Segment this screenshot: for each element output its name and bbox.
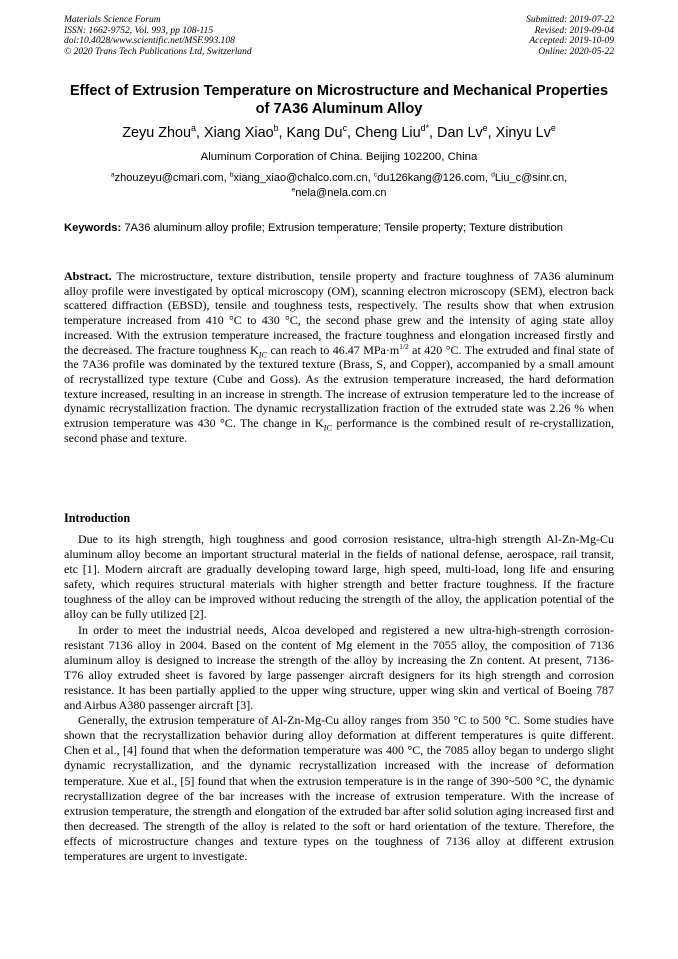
accepted-date: Accepted: 2019-10-09	[529, 36, 614, 47]
paper-title: Effect of Extrusion Temperature on Microstructure and Mechanical Properties of 7A36 Aluminum Alloy	[69, 83, 609, 117]
copyright: © 2020 Trans Tech Publications Ltd, Switzerland	[64, 46, 252, 57]
email[interactable]: $^e$nela@nela.com.cn	[291, 186, 387, 199]
doi: doi:10.4028/www.scientific.net/MSF.993.108	[64, 36, 235, 47]
email[interactable]: $^d$Liu_c@sinr.cn,	[491, 171, 568, 184]
introduction-body	[64, 532, 614, 864]
author-list	[40, 125, 638, 142]
journal-header-right	[526, 15, 614, 57]
journal-header-left	[64, 15, 252, 57]
section-heading-introduction: Introduction	[64, 511, 131, 525]
email[interactable]: $^c$du126kang@126.com,	[373, 171, 492, 184]
revised-date: Revised: 2019-09-04	[534, 25, 614, 36]
email-list	[64, 171, 614, 201]
author: Xinyu Lv$^e$	[495, 123, 556, 141]
author: Xiang Xiao$^b$,	[203, 123, 287, 141]
author: Kang Du$^c$,	[286, 123, 356, 141]
paragraph: Generally, the extrusion temperature of Al-Zn-Mg-Cu alloy ranges from 350 °C to 500 °C. Some studies have shown that the recrystallization behavior during alloy deformation at different temperatures is quite different. Chen et al., [4] found that when the deformation temperature was 400 °C, the 7085 alloy began to undergo slight dynamic recrystallization, and the dynamic recrystallization increased with the increase of deformation temperature. Xue et al., [5] found that when the extrusion temperature is in the range of 390~500 °C, the dynamic recrystallization degree of the bar increases with the increase of extrusion temperature. With the increase of extrusion temperature, the strength and elongation of the extruded bar after solid solution aging increased first and then decreased. The strength of the alloy is related to the soft or hard orientation of the texture. Therefore, the effects of microstructure changes and texture types on the toughness of 7136 alloy at different extrusion temperatures are urgent to investigate.	[64, 713, 614, 863]
journal-name: Materials Science Forum	[64, 15, 161, 25]
paragraph: In order to meet the industrial needs, Alcoa developed and registered a new ultra-high-strength corrosion-resistant 7136 alloy in 2004. Based on the content of Mg element in the 7055 alloy, the composition of 7136 aluminum alloy is designed to increase the strength of the alloy by increasing the Zn content. At present, 7136-T76 alloy extruded sheet is favored by large passenger aircraft designers for its high strength and corrosion resistance. It has been partially applied to the upper wing structure, upper wing skin and vertical of Boeing 787 and Airbus A380 passenger aircraft [3].	[64, 622, 614, 713]
keywords	[64, 221, 614, 235]
keywords-label: Keywords:	[64, 222, 122, 234]
email[interactable]: $^a$zhouzeyu@cmari.com,	[110, 171, 230, 184]
abstract-label: Abstract.	[64, 269, 112, 283]
paragraph: Due to its high strength, high toughness and good corrosion resistance, ultra-high strength Al-Zn-Mg-Cu aluminum alloy become an important structural material in the fields of national defense, aerospace, rail transit, etc [1]. Modern aircraft are gradually developing toward large, high speed, multi-load, long life and ensuring safety, which requires structural materials with higher strength and better fracture toughness. If the fracture toughness of the alloy can be improved without reducing the strength of the alloy, the application potential of the alloy can be fully utilized [2].	[64, 532, 614, 622]
author: Zeyu Zhou$^a$,	[122, 123, 204, 141]
issn: ISSN: 1662-9752, Vol. 993, pp 108-115	[64, 25, 214, 36]
submitted-date: Submitted: 2019-07-22	[526, 15, 614, 25]
author: Cheng Liu$^{d*}$,	[355, 123, 438, 141]
author: Dan Lv$^e$,	[437, 123, 496, 141]
affiliation: Aluminum Corporation of China. Beijing 102200, China	[200, 151, 478, 163]
online-date: Online: 2020-05-22	[538, 46, 614, 57]
keywords-text: 7A36 aluminum alloy profile; Extrusion temperature; Tensile property; Texture distribution	[124, 222, 563, 234]
email[interactable]: $^b$xiang_xiao@chalco.com.cn,	[229, 171, 374, 184]
abstract: Abstract. The microstructure, texture distribution, tensile property and fracture toughness of 7A36 aluminum alloy profile were investigated by optical microscopy (OM), scanning electron microscopy (SEM), electron back scattered diffraction (EBSD), tensile and toughness tests, respectively. The results show that when extrusion temperature increased from 410 °C to 430 °C, the second phase grew and the intensity of aging state alloy increased. With the extrusion temperature increased, the fracture toughness and elongation increased firstly and the decreased. The fracture toughness $K_{IC}$ can reach to 46.47 $MPa\cdot m^{1/2}$ at 420 °C. The extruded and final state of the 7A36 profile was dominated by the textured texture (Brass, S, and Copper), accompanied by a small amount of recrystallized type texture (Cube and Goss). As the extrusion temperature increased, the hard deformation texture increased, resulting in an increase in strength. The increase of extrusion temperature led to the increase of dynamic recrystallization fraction. The dynamic recrystallization fraction of the extruded state was 2.26 % when extrusion temperature was 430 °C. The change in $K_{IC}$ performance is the combined result of re-crystallization, second phase and texture.	[64, 269, 615, 445]
